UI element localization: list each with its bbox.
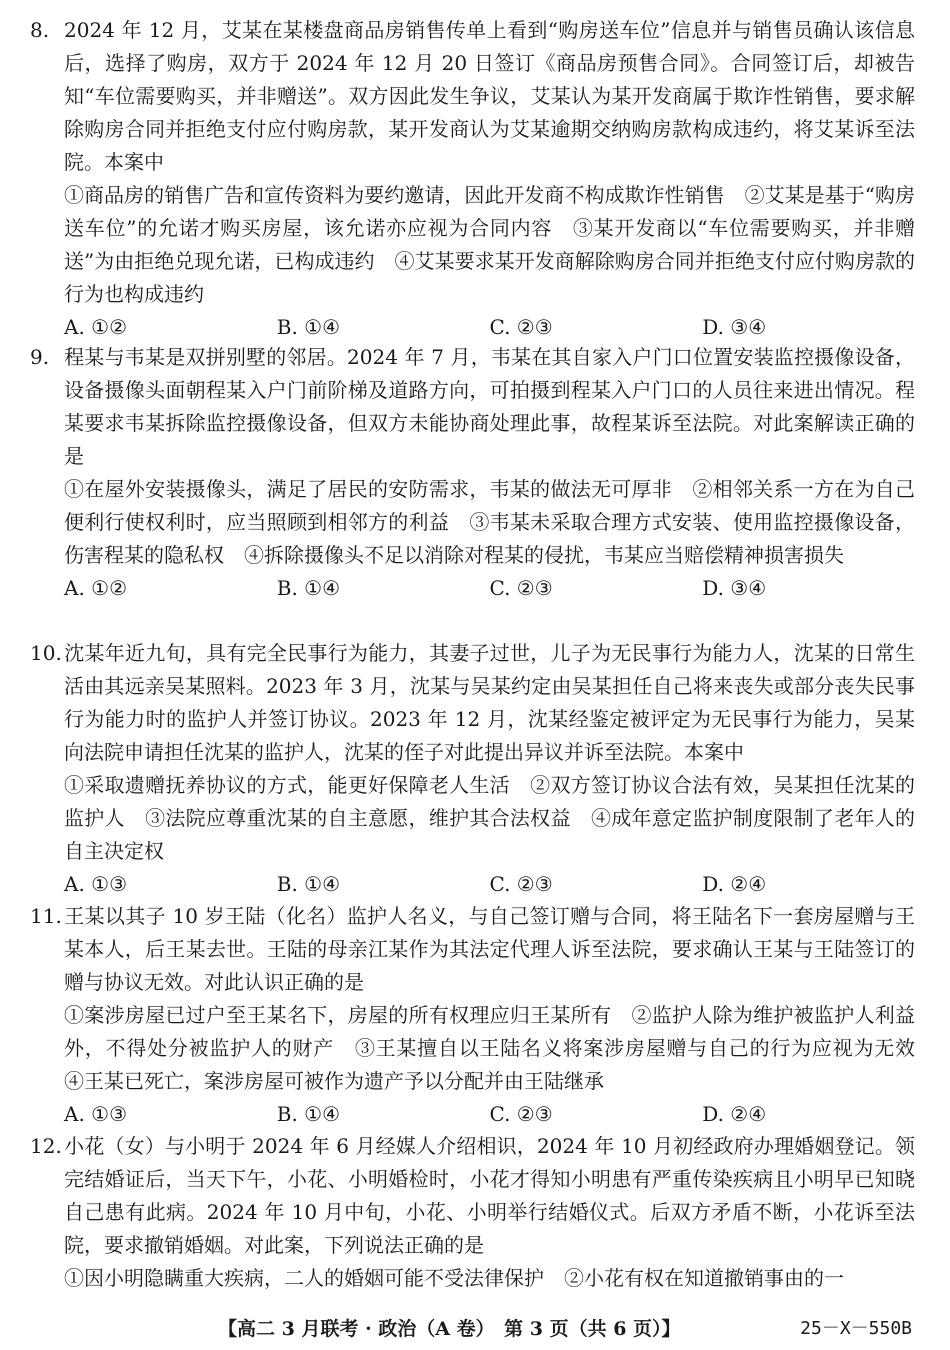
option-d[interactable]: D. ③④ bbox=[702, 576, 767, 600]
stem-text: 沈某年近九旬，具有完全民事行为能力，其妻子过世，儿子为无民事行为能力人，沈某的日常生活由其远亲吴某照料。2023 年 3 月，沈某与吴某约定由吴某担任自己将来丧失或部分丧失民事行为能力时的监护人并签订协议。2023 年 12 月，沈某经鉴定被评定为无民事行为能力，吴某向法院申请担任沈某的监护人，沈某的侄子对此提出异议并诉至法院。本案中 bbox=[64, 641, 915, 764]
option-d[interactable]: D. ②④ bbox=[702, 1102, 767, 1126]
option-c[interactable]: C. ②③ bbox=[489, 1102, 553, 1126]
option-a[interactable]: A. ①③ bbox=[64, 872, 128, 896]
option-d[interactable]: D. ③④ bbox=[702, 315, 767, 339]
option-c[interactable]: C. ②③ bbox=[489, 872, 553, 896]
question-10 bbox=[30, 637, 915, 901]
question-11 bbox=[30, 900, 935, 1131]
stem-text: 王某以其子 10 岁王陆（化名）监护人名义，与自己签订赠与合同，将王陆名下一套房屋赠与王某本人，后王某去世。王陆的母亲江某作为其法定代理人诉至法院，要求确认王某与王陆签订的赠与协议无效。对此认识正确的是 bbox=[64, 904, 915, 994]
paper-code: 25－X－550B bbox=[800, 1318, 912, 1339]
question-stem bbox=[30, 900, 915, 999]
question-8 bbox=[30, 14, 915, 344]
stem-text: 小花（女）与小明于 2024 年 6 月经媒人介绍相识，2024 年 10 月初经政府办理婚姻登记。领完结婚证后，当天下午，小花、小明婚检时，小花才得知小明患有严重传染疾病且小明早已知晓自己患有此病。2024 年 10 月中旬，小花、小明举行结婚仪式。后双方矛盾不断，小花诉至法院，要求撤销婚姻。对此案，下列说法正确的是 bbox=[64, 1134, 915, 1257]
question-number: 9. bbox=[30, 345, 50, 369]
question-number: 8. bbox=[30, 18, 50, 42]
question-stem bbox=[30, 14, 915, 179]
statements: ①在屋外安装摄像头，满足了居民的安防需求，韦某的做法无可厚非 ②相邻关系一方在为自己便利行使权利时，应当照顾到相邻方的利益 ③韦某未采取合理方式安装、使用监控摄像设备，伤害程某的隐私权 ④拆除摄像头不足以消除对程某的侵扰，韦某应当赔偿精神损害损失 bbox=[64, 477, 915, 567]
question-stem bbox=[30, 1130, 915, 1262]
question-9 bbox=[30, 341, 915, 605]
option-b[interactable]: B. ①④ bbox=[276, 872, 341, 896]
options bbox=[30, 868, 915, 901]
options bbox=[30, 572, 915, 605]
option-c[interactable]: C. ②③ bbox=[489, 576, 553, 600]
option-b[interactable]: B. ①④ bbox=[276, 315, 341, 339]
question-stem bbox=[30, 341, 915, 473]
options bbox=[30, 311, 915, 344]
question-number: 10. bbox=[30, 641, 62, 665]
option-c[interactable]: C. ②③ bbox=[489, 315, 553, 339]
statements: ①采取遗赠抚养协议的方式，能更好保障老人生活 ②双方签订协议合法有效，吴某担任沈某的监护人 ③法院应尊重沈某的自主意愿，维护其合法权益 ④成年意定监护制度限制了老年人的自主决定权 bbox=[64, 773, 915, 863]
page-footer bbox=[0, 1314, 950, 1344]
option-a[interactable]: A. ①② bbox=[64, 315, 128, 339]
footer-title: 【高二 3 月联考 · 政治（A 卷） 第 3 页（共 6 页）】 bbox=[218, 1318, 681, 1340]
statements: ①商品房的销售广告和宣传资料为要约邀请，因此开发商不构成欺诈性销售 ②艾某是基于“购房送车位”的允诺才购买房屋，该允诺亦应视为合同内容 ③某开发商以“车位需要购买，并非赠送”为由拒绝兑现允诺，已构成违约 ④艾某要求某开发商解除购房合同并拒绝支付应付购房款的行为也构成违约 bbox=[64, 183, 915, 306]
option-a[interactable]: A. ①③ bbox=[64, 1102, 128, 1126]
option-b[interactable]: B. ①④ bbox=[276, 1102, 341, 1126]
statements: ①因小明隐瞒重大疾病，二人的婚姻可能不受法律保护 ②小花有权在知道撤销事由的一 bbox=[64, 1266, 844, 1290]
stem-text: 2024 年 12 月，艾某在某楼盘商品房销售传单上看到“购房送车位”信息并与销售员确认该信息后，选择了购房，双方于 2024 年 12 月 20 日签订《商品房预售合同》。合同签订后，却被告知“车位需要购买，并非赠送”。双方因此发生争议，艾某认为某开发商属于欺诈性销售，要求解除购房合同并拒绝支付应付购房款，某开发商认为艾某逾期交纳购房款构成违约，将艾某诉至法院。本案中 bbox=[64, 18, 915, 174]
option-a[interactable]: A. ①② bbox=[64, 576, 128, 600]
options bbox=[30, 1098, 915, 1131]
question-stem bbox=[30, 637, 915, 769]
stem-text: 程某与韦某是双拼别墅的邻居。2024 年 7 月，韦某在其自家入户门口位置安装监控摄像设备，设备摄像头面朝程某入户门前阶梯及道路方向，可拍摄到程某入户门口的人员往来进出情况。程某要求韦某拆除监控摄像设备，但双方未能协商处理此事，故程某诉至法院。对此案解读正确的是 bbox=[64, 345, 915, 468]
question-number: 11. bbox=[30, 904, 62, 928]
statements: ①案涉房屋已过户至王某名下，房屋的所有权理应归王某所有 ②监护人除为维护被监护人利益外，不得处分被监护人的财产 ③王某擅自以王陆名义将案涉房屋赠与自己的行为应视为无效 ④王某已死亡，案涉房屋可被作为遗产予以分配并由王陆继承 bbox=[64, 1003, 935, 1093]
question-number: 12. bbox=[30, 1134, 62, 1158]
option-b[interactable]: B. ①④ bbox=[276, 576, 341, 600]
question-12 bbox=[30, 1130, 915, 1295]
option-d[interactable]: D. ②④ bbox=[702, 872, 767, 896]
